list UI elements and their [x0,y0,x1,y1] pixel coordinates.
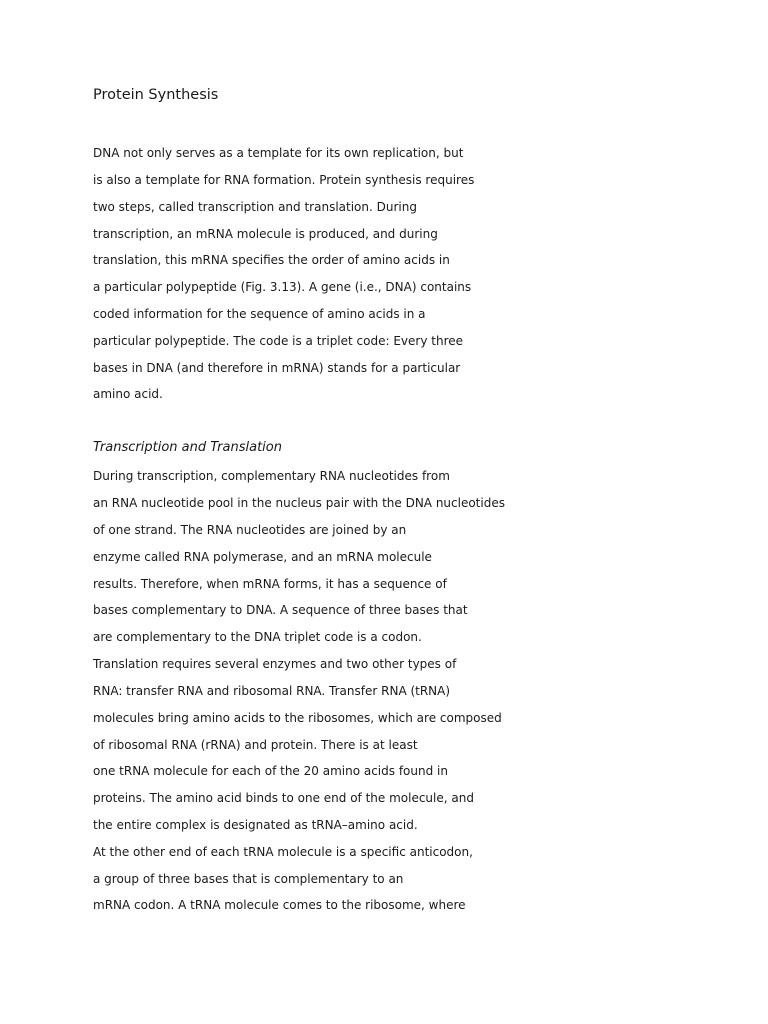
intro-line: amino acid. [93,387,163,401]
section-heading: Transcription and Translation [93,440,282,455]
section-line: molecules bring amino acids to the ribosomes, which are composed [93,711,502,725]
section-line: RNA: transfer RNA and ribosomal RNA. Transfer RNA (tRNA) [93,684,451,698]
section-line: mRNA codon. A tRNA molecule comes to the ribosome, where [93,898,466,912]
section-line: enzyme called RNA polymerase, and an mRNA molecule [93,550,432,564]
section-line: the entire complex is designated as tRNA–amino acid. [93,818,418,832]
intro-line: DNA not only serves as a template for its own replication, but [93,146,464,160]
intro-line: bases in DNA (and therefore in mRNA) stands for a particular [93,361,461,375]
section-line: results. Therefore, when mRNA forms, it has a sequence of [93,577,447,591]
section-line: During transcription, complementary RNA nucleotides from [93,469,450,483]
section-line: of one strand. The RNA nucleotides are joined by an [93,523,407,537]
intro-line: particular polypeptide. The code is a triplet code: Every three [93,334,464,348]
section-line: proteins. The amino acid binds to one end of the molecule, and [93,791,474,805]
intro-line: a particular polypeptide (Fig. 3.13). A gene (i.e., DNA) contains [93,280,472,294]
section-line: At the other end of each tRNA molecule is a specific anticodon, [93,845,473,859]
section-line: of ribosomal RNA (rRNA) and protein. There is at least [93,738,418,752]
intro-line: transcription, an mRNA molecule is produced, and during [93,227,438,241]
section-line: a group of three bases that is complementary to an [93,872,404,886]
section-line: bases complementary to DNA. A sequence of three bases that [93,603,468,617]
section-line: are complementary to the DNA triplet code is a codon. [93,630,422,644]
intro-line: coded information for the sequence of amino acids in a [93,307,426,321]
intro-line: translation, this mRNA specifies the order of amino acids in [93,253,450,267]
section-line: one tRNA molecule for each of the 20 amino acids found in [93,764,448,778]
section-line: an RNA nucleotide pool in the nucleus pair with the DNA nucleotides [93,496,505,510]
document-title: Protein Synthesis [93,87,219,103]
section-line: Translation requires several enzymes and two other types of [93,657,457,671]
intro-line: is also a template for RNA formation. Protein synthesis requires [93,173,475,187]
intro-line: two steps, called transcription and translation. During [93,200,417,214]
